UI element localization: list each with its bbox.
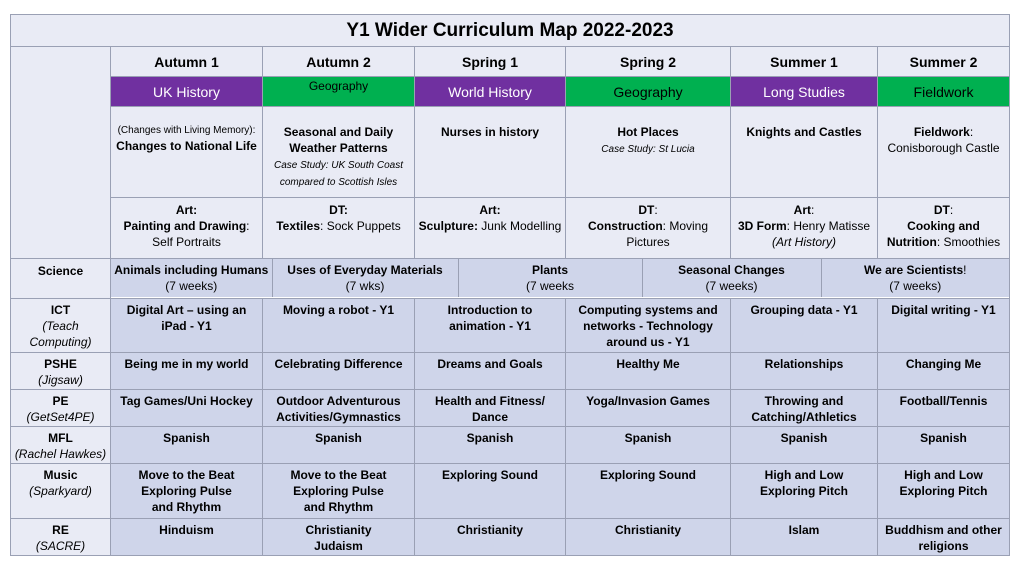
unit-text: Christianity bbox=[456, 523, 523, 537]
unit-cell bbox=[878, 299, 1010, 353]
topic-note: (Changes with Living Memory): bbox=[117, 125, 256, 136]
topic-detail-summer-1 bbox=[731, 107, 878, 198]
unit-detail: Self Portraits bbox=[152, 235, 221, 249]
subject-label: RE bbox=[52, 523, 69, 537]
unit-text: Moving a robot - Y1 bbox=[282, 303, 395, 317]
unit-cell bbox=[566, 353, 731, 390]
art-dt-autumn-1: Art: Painting and Drawing: Self Portraits bbox=[111, 198, 263, 259]
unit-cell bbox=[263, 353, 415, 390]
term-spring-1: Spring 1 bbox=[415, 47, 566, 77]
subject-provider: (Rachel Hawkes) bbox=[14, 447, 107, 461]
topic-world-history: World History bbox=[415, 77, 566, 107]
unit-cell bbox=[415, 390, 566, 427]
subject-head: Art: bbox=[175, 203, 198, 217]
unit-text: Move to the Beat Exploring Pulse and Rhythm bbox=[138, 468, 235, 514]
subject-head: DT bbox=[638, 203, 655, 217]
unit-text: Yoga/Invasion Games bbox=[586, 394, 710, 408]
topic-title: Fieldwork bbox=[913, 125, 970, 139]
unit-cell bbox=[111, 519, 263, 556]
science-unit-seasonal bbox=[642, 259, 821, 297]
topic-title: Nurses in history bbox=[440, 125, 540, 139]
unit-name: We are Scientists bbox=[864, 263, 964, 277]
topic-fieldwork: Fieldwork bbox=[878, 77, 1010, 107]
unit-text: Being me in my world bbox=[124, 357, 249, 371]
subject-label: ICT bbox=[50, 303, 71, 317]
science-unit-scientists bbox=[821, 259, 1009, 297]
unit-cell bbox=[263, 519, 415, 556]
subject-pshe bbox=[11, 353, 111, 390]
unit-weeks: (7 weeks) bbox=[705, 279, 758, 293]
unit-bold: Cooking and Nutrition bbox=[886, 219, 980, 249]
topic-geography: Geography bbox=[263, 77, 415, 107]
topic-uk-history: UK History bbox=[111, 77, 263, 107]
unit-weeks: (7 weeks) bbox=[165, 279, 218, 293]
unit-cell bbox=[731, 299, 878, 353]
unit-bold: 3D Form bbox=[737, 219, 787, 233]
unit-detail: : Smoothies bbox=[936, 235, 1001, 249]
unit-text: Healthy Me bbox=[616, 357, 680, 371]
subject-provider: (SACRE) bbox=[35, 539, 86, 553]
art-dt-spring-1 bbox=[415, 198, 566, 259]
unit-bold: Construction bbox=[587, 219, 663, 233]
art-dt-autumn-2 bbox=[263, 198, 415, 259]
unit-text: High and Low Exploring Pitch bbox=[759, 468, 848, 498]
unit-detail: : Sock Puppets bbox=[320, 219, 401, 233]
unit-text: High and Low Exploring Pitch bbox=[899, 468, 988, 498]
unit-cell bbox=[731, 519, 878, 556]
term-spring-2: Spring 2 bbox=[566, 47, 731, 77]
unit-text: Computing systems and networks - Technology around us - Y1 bbox=[578, 303, 718, 349]
topic-detail-summer-2 bbox=[878, 107, 1010, 198]
unit-detail: : Henry Matisse bbox=[786, 219, 871, 233]
unit-note: (Art History) bbox=[772, 235, 836, 249]
science-unit-animals bbox=[111, 259, 272, 297]
unit-cell bbox=[111, 299, 263, 353]
unit-bold: Textiles bbox=[276, 219, 321, 233]
unit-cell bbox=[566, 427, 731, 464]
unit-cell bbox=[263, 464, 415, 519]
unit-detail: : Moving Pictures bbox=[626, 219, 709, 249]
unit-text: Christianity bbox=[614, 523, 681, 537]
unit-cell bbox=[878, 519, 1010, 556]
unit-text: Health and Fitness/ Dance bbox=[434, 394, 546, 424]
topic-place: Conisborough Castle bbox=[887, 141, 1000, 155]
unit-cell bbox=[111, 427, 263, 464]
subject-mfl bbox=[11, 427, 111, 464]
unit-bold: Painting and Drawing bbox=[123, 219, 247, 233]
science-unit-plants bbox=[458, 259, 642, 297]
unit-text: Outdoor Adventurous Activities/Gymnastics bbox=[276, 394, 401, 424]
art-dt-spring-2: DT: Construction: Moving Pictures bbox=[566, 198, 731, 259]
art-dt-summer-1: Art: 3D Form: Henry Matisse (Art History) bbox=[731, 198, 878, 259]
page-title: Y1 Wider Curriculum Map 2022-2023 bbox=[11, 15, 1010, 47]
subject-science bbox=[11, 259, 111, 299]
topic-title: Changes to National Life bbox=[116, 139, 257, 153]
unit-cell bbox=[415, 353, 566, 390]
unit-cell bbox=[111, 353, 263, 390]
unit-name: Uses of Everyday Materials bbox=[287, 263, 443, 277]
curriculum-table bbox=[10, 14, 1010, 556]
unit-cell bbox=[878, 390, 1010, 427]
unit-text: Exploring Sound bbox=[600, 468, 696, 482]
unit-weeks: (7 weeks) bbox=[889, 279, 942, 293]
unit-name: Animals including Humans bbox=[114, 263, 269, 277]
unit-text: Digital writing - Y1 bbox=[891, 303, 996, 317]
subject-label: PE bbox=[52, 394, 69, 408]
subject-ict bbox=[11, 299, 111, 353]
topic-detail-autumn-1 bbox=[111, 107, 263, 198]
unit-text: Celebrating Difference bbox=[274, 357, 403, 371]
unit-text: Spanish bbox=[466, 431, 514, 445]
unit-cell bbox=[878, 353, 1010, 390]
unit-cell bbox=[731, 427, 878, 464]
unit-text: Hinduism bbox=[159, 523, 214, 537]
unit-text: Dreams and Goals bbox=[437, 357, 543, 371]
case-study: Case Study: UK South Coast compared to Scottish Isles bbox=[274, 160, 403, 188]
unit-cell bbox=[566, 464, 731, 519]
unit-cell bbox=[415, 299, 566, 353]
topic-detail-spring-1 bbox=[415, 107, 566, 198]
unit-text: Move to the Beat Exploring Pulse and Rhythm bbox=[290, 468, 387, 514]
unit-cell bbox=[731, 390, 878, 427]
subject-provider: (GetSet4PE) bbox=[26, 410, 95, 424]
term-summer-1: Summer 1 bbox=[731, 47, 878, 77]
subject-label: PSHE bbox=[44, 357, 77, 371]
art-dt-summer-2: DT: Cooking and Nutrition: Smoothies bbox=[878, 198, 1010, 259]
topic-title: Hot Places bbox=[617, 125, 679, 139]
unit-weeks: (7 weeks bbox=[525, 279, 575, 293]
unit-cell bbox=[566, 519, 731, 556]
subject-head: DT bbox=[933, 203, 950, 217]
topic-geography: Geography bbox=[566, 77, 731, 107]
term-autumn-2: Autumn 2 bbox=[263, 47, 415, 77]
topic-detail-spring-2 bbox=[566, 107, 731, 198]
unit-text: Spanish bbox=[163, 431, 210, 445]
unit-text: Spanish bbox=[624, 431, 672, 445]
unit-name: Plants bbox=[531, 263, 568, 277]
unit-text: Islam bbox=[788, 523, 820, 537]
unit-cell bbox=[415, 519, 566, 556]
topic-title: Knights and Castles bbox=[746, 125, 862, 139]
unit-cell bbox=[111, 464, 263, 519]
subject-provider: (Sparkyard) bbox=[29, 484, 92, 498]
unit-text: Introduction to animation - Y1 bbox=[447, 303, 533, 333]
term-autumn-1: Autumn 1 bbox=[111, 47, 263, 77]
unit-text: Changing Me bbox=[905, 357, 982, 371]
unit-text: Buddhism and other religions bbox=[885, 523, 1002, 553]
unit-cell bbox=[731, 464, 878, 519]
subject-head: DT: bbox=[329, 203, 348, 217]
subject-label: Music bbox=[43, 468, 78, 482]
subject-provider: (Jigsaw) bbox=[38, 373, 83, 387]
unit-name: Seasonal Changes bbox=[678, 263, 785, 277]
topic-long-studies: Long Studies bbox=[731, 77, 878, 107]
subject-re bbox=[11, 519, 111, 556]
unit-text: Exploring Sound bbox=[442, 468, 538, 482]
unit-text: Grouping data - Y1 bbox=[750, 303, 858, 317]
subject-head: Art bbox=[793, 203, 811, 217]
unit-text: Digital Art – using an iPad - Y1 bbox=[126, 303, 247, 333]
unit-text: Spanish bbox=[920, 431, 967, 445]
topic-detail-autumn-2 bbox=[263, 107, 415, 198]
unit-text: Throwing and Catching/Athletics bbox=[751, 394, 857, 424]
curriculum-map bbox=[10, 14, 1009, 556]
subject-head: Art: bbox=[479, 203, 501, 217]
unit-cell bbox=[415, 464, 566, 519]
unit-cell bbox=[263, 299, 415, 353]
unit-cell bbox=[566, 390, 731, 427]
unit-text: Christianity Judaism bbox=[305, 523, 372, 553]
unit-text: Spanish bbox=[780, 431, 828, 445]
unit-bold: Sculpture: bbox=[418, 219, 478, 233]
unit-cell bbox=[878, 427, 1010, 464]
unit-text: Spanish bbox=[315, 431, 362, 445]
unit-cell bbox=[415, 427, 566, 464]
unit-cell bbox=[263, 427, 415, 464]
unit-cell bbox=[731, 353, 878, 390]
term-summer-2: Summer 2 bbox=[878, 47, 1010, 77]
unit-detail: Junk Modelling bbox=[477, 219, 562, 233]
subject-music bbox=[11, 464, 111, 519]
unit-cell bbox=[111, 390, 263, 427]
subject-pe bbox=[11, 390, 111, 427]
subject-label: MFL bbox=[48, 431, 73, 445]
colon: : bbox=[969, 125, 974, 139]
unit-excl: ! bbox=[963, 263, 967, 277]
topic-title: Seasonal and Daily Weather Patterns bbox=[283, 125, 394, 155]
subject-label: Science bbox=[37, 264, 84, 278]
unit-cell bbox=[878, 464, 1010, 519]
subject-provider: (Teach Computing) bbox=[29, 319, 92, 349]
unit-text: Tag Games/Uni Hockey bbox=[120, 394, 253, 408]
unit-text: Football/Tennis bbox=[899, 394, 988, 408]
unit-text: Relationships bbox=[764, 357, 844, 371]
case-study: Case Study: St Lucia bbox=[601, 144, 695, 155]
science-units bbox=[111, 259, 1010, 299]
science-unit-materials bbox=[272, 259, 458, 297]
unit-cell bbox=[566, 299, 731, 353]
unit-weeks: (7 wks) bbox=[345, 279, 385, 293]
unit-cell bbox=[263, 390, 415, 427]
blank-corner-cell bbox=[11, 47, 111, 259]
